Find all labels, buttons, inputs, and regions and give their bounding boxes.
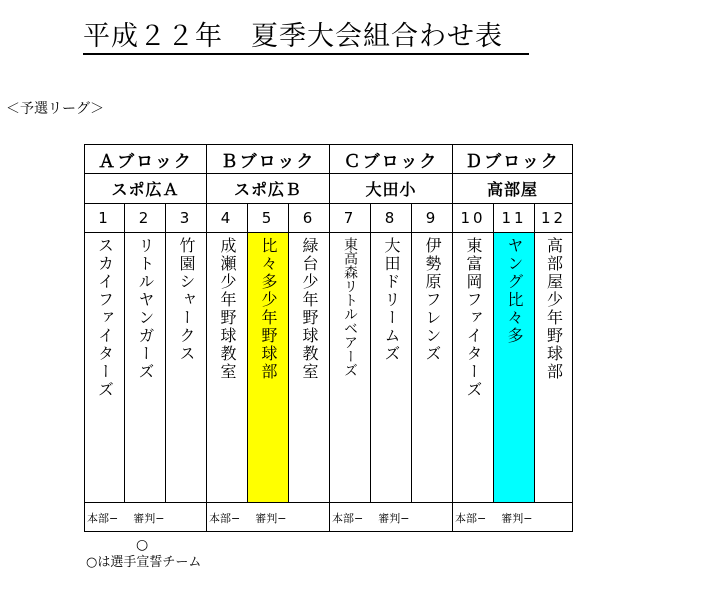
- team-cell: [412, 233, 452, 502]
- team-name: 比々多少年野球部: [259, 237, 278, 381]
- team-number: 1: [98, 209, 111, 227]
- team-name: 東富岡ファイターズ: [464, 237, 483, 399]
- venue-a: スポ広Ａ: [111, 180, 180, 199]
- team-cell: [289, 233, 329, 502]
- hq-label: 本部−: [332, 511, 364, 525]
- title-underline: [83, 53, 529, 55]
- circle-mark: ○: [136, 537, 149, 553]
- team-cell: [453, 233, 493, 502]
- team-name: スカイファイターズ: [95, 237, 115, 399]
- team-cell: [125, 233, 165, 502]
- team-name: 緑台少年野球教室: [300, 237, 319, 381]
- team-number: 6: [302, 209, 316, 227]
- team-name: 伊勢原フレンズ: [423, 237, 442, 363]
- hq-label: 本部−: [209, 511, 241, 525]
- bracket-table: [84, 144, 573, 532]
- team-number: 8: [384, 209, 398, 227]
- team-number: 7: [343, 209, 357, 227]
- team-cell: [166, 233, 206, 502]
- group-footer-c: [330, 503, 452, 532]
- team-number: 3: [179, 209, 193, 227]
- team-cell: [535, 233, 572, 502]
- team-number: 11: [501, 209, 527, 227]
- block-header-c: Ｃブロック: [343, 151, 439, 172]
- group-footer-d: [453, 503, 572, 532]
- team-name: 大田ドリームズ: [382, 237, 401, 363]
- team-number: 2: [138, 209, 152, 227]
- team-name: 東高森リトルベアーズ: [342, 237, 358, 377]
- team-number: 4: [220, 209, 234, 227]
- team-number: 10: [460, 209, 486, 227]
- hq-label: 本部−: [87, 511, 119, 525]
- block-header-d: Ｄブロック: [465, 151, 560, 172]
- venue-b: スポ広Ｂ: [233, 180, 302, 199]
- venue-c: 大田小: [365, 180, 417, 199]
- referee-label: 審判−: [133, 511, 165, 525]
- team-cell: [330, 233, 370, 502]
- legend-note: ○は選手宣誓チーム: [86, 555, 202, 570]
- team-name: 高部屋少年野球部: [544, 237, 564, 381]
- team-name: ヤング比々多: [505, 237, 524, 345]
- referee-label: 審判−: [501, 511, 533, 525]
- venue-d: 高部屋: [486, 180, 538, 199]
- team-number: 9: [425, 209, 439, 227]
- block-header-a: Ａブロック: [98, 151, 193, 172]
- referee-label: 審判−: [378, 511, 410, 525]
- team-cell: [371, 233, 411, 502]
- team-cell-highlighted: [248, 233, 288, 502]
- team-cell-highlighted: [494, 233, 534, 502]
- team-name: リトルヤンガーズ: [136, 237, 155, 381]
- team-cell: [207, 233, 247, 502]
- group-footer-a: [85, 503, 206, 532]
- team-name: 竹園シャークス: [177, 237, 196, 363]
- hq-label: 本部−: [455, 511, 487, 525]
- group-footer-b: [207, 503, 329, 532]
- block-header-b: Ｂブロック: [220, 151, 316, 172]
- team-number: 12: [540, 209, 567, 227]
- referee-label: 審判−: [255, 511, 287, 525]
- team-name: 成瀬少年野球教室: [218, 237, 237, 381]
- page-title: 平成２２年 夏季大会組合わせ表: [83, 21, 503, 52]
- team-number: 5: [261, 209, 275, 227]
- team-cell: [85, 233, 124, 502]
- section-label: ＜予選リーグ＞: [6, 101, 104, 117]
